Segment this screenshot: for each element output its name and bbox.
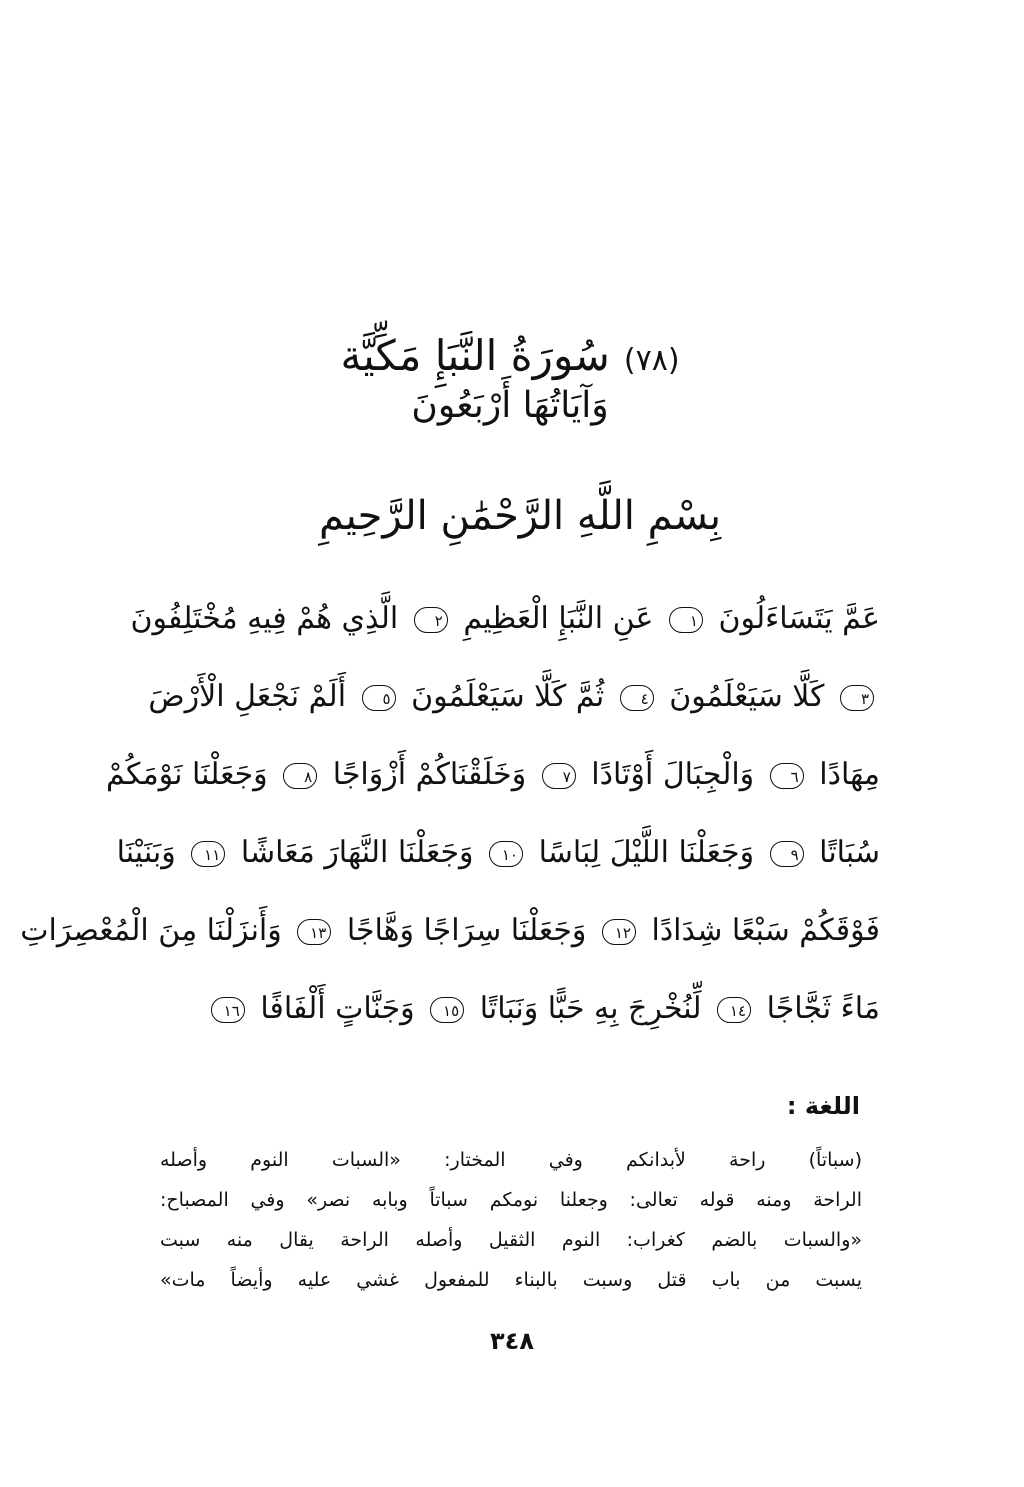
commentary-line: (سباتاً) راحة لأبدانكم وفي المختار: «السبات النوم وأصله: [160, 1149, 862, 1171]
verse-text: فَوْقَكُمْ سَبْعًا شِدَادًا: [651, 913, 880, 948]
commentary-line: الراحة ومنه قوله تعالى: وجعلنا نومكم سباتاً وبابه نصر» وفي المصباح:: [160, 1189, 862, 1211]
surah-name: سُورَةُ النَّبَإِ مَكِّيَّة: [340, 331, 610, 380]
surah-verse-count: وَآيَاتُهَا أَرْبَعُونَ: [411, 385, 609, 426]
verse-text: سُبَاتًا: [819, 835, 880, 870]
verse-text: الَّذِي هُمْ فِيهِ مُخْتَلِفُونَ: [130, 601, 399, 636]
verse-text: وَبَنَيْنَا: [116, 835, 176, 870]
ayah-number-marker: ٩: [770, 841, 804, 867]
verse-text: وَجَعَلْنَا سِرَاجًا وَهَّاجًا: [346, 913, 587, 948]
verse-text: وَالْجِبَالَ أَوْتَادًا: [591, 757, 755, 792]
verse-line: [160, 970, 880, 1048]
verse-text: لِّنُخْرِجَ بِهِ حَبًّا وَنَبَاتًا: [479, 991, 702, 1026]
verse-text: وَجَعَلْنَا نَوْمَكُمْ: [106, 757, 268, 792]
ayah-number-marker: ١٣: [297, 919, 331, 945]
verse-line: [148, 658, 880, 736]
surah-title-line: [300, 330, 720, 382]
surah-header: [300, 330, 720, 428]
verse-text: ثُمَّ كَلَّا سَيَعْلَمُونَ: [411, 679, 605, 714]
ayah-number-marker: ١١: [191, 841, 225, 867]
verse-line: [20, 892, 880, 970]
verse-text: مِهَادًا: [819, 757, 880, 792]
ayah-number-marker: ١٠: [489, 841, 523, 867]
verse-text: عَنِ النَّبَإِ الْعَظِيمِ: [463, 601, 654, 636]
ayah-number-marker: ١٥: [430, 997, 464, 1023]
surah-number: (٧٨): [623, 343, 680, 378]
verse-text: وَجَعَلْنَا النَّهَارَ مَعَاشًا: [240, 835, 474, 870]
ayah-number-marker: ١٢: [602, 919, 636, 945]
commentary-line: «والسبات بالضم كغراب: النوم الثقيل وأصله الراحة يقال منه سبت: [160, 1229, 862, 1251]
commentary: [160, 1140, 862, 1300]
ayah-number-marker: ١٤: [717, 997, 751, 1023]
ayah-number-marker: ٤: [620, 685, 654, 711]
verse-line: [130, 580, 880, 658]
ayah-number-marker: ١٦: [211, 997, 245, 1023]
verse-text: وَجَنَّاتٍ أَلْفَافًا: [260, 991, 415, 1026]
verse-line: [116, 814, 880, 892]
lugha-heading: اللغة :: [786, 1092, 860, 1120]
verse-text: وَأَنزَلْنَا مِنَ الْمُعْصِرَاتِ: [20, 913, 282, 948]
page-number: ٣٤٨: [490, 1327, 534, 1355]
commentary-line: يسبت من باب قتل وسبت بالبناء للمفعول غشي عليه وأيضاً مات»: [160, 1269, 862, 1291]
verse-text: مَاءً ثَجَّاجًا: [766, 991, 880, 1026]
verse-text: أَلَمْ نَجْعَلِ الْأَرْضَ: [148, 679, 347, 714]
verse-text: وَجَعَلْنَا اللَّيْلَ لِبَاسًا: [538, 835, 755, 870]
verse-text: عَمَّ يَتَسَاءَلُونَ: [718, 601, 880, 636]
quran-verses: [20, 580, 880, 1048]
verse-line: [106, 736, 880, 814]
ayah-number-marker: ٨: [283, 763, 317, 789]
ayah-number-marker: ٧: [542, 763, 576, 789]
basmala: بِسْمِ اللَّهِ الرَّحْمَٰنِ الرَّحِيمِ: [318, 493, 722, 539]
ayah-number-marker: ٥: [362, 685, 396, 711]
ayah-number-marker: ٢: [414, 607, 448, 633]
ayah-number-marker: ١: [669, 607, 703, 633]
ayah-number-marker: ٣: [840, 685, 874, 711]
verse-text: كَلَّا سَيَعْلَمُونَ: [669, 679, 825, 714]
verse-text: وَخَلَقْنَاكُمْ أَزْوَاجًا: [332, 757, 527, 792]
ayah-number-marker: ٦: [770, 763, 804, 789]
